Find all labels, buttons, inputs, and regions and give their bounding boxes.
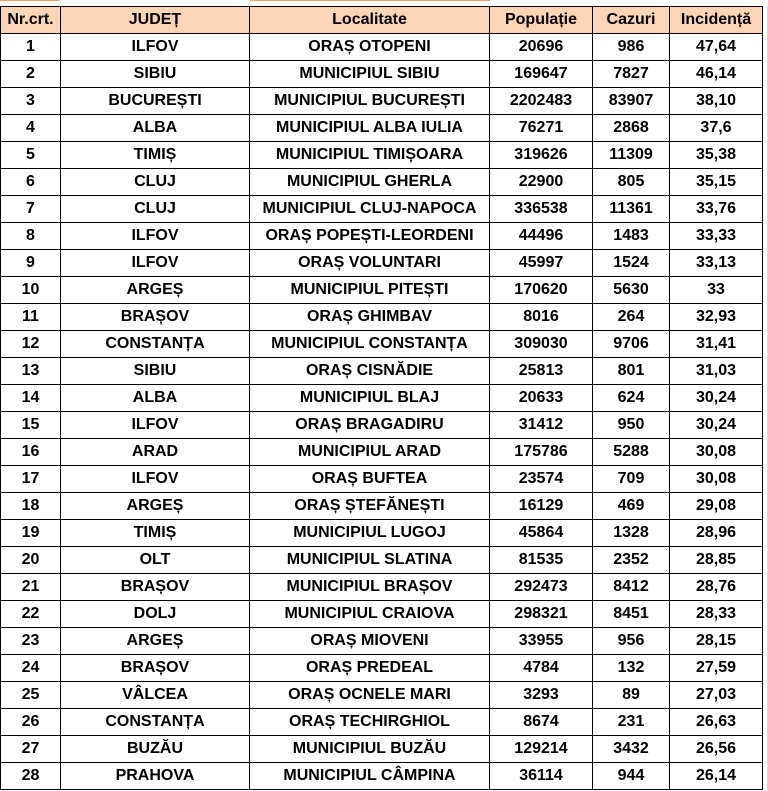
table-row — [1, 115, 763, 142]
table-row — [1, 88, 763, 115]
cell-incidenta[interactable]: 31,41 — [670, 331, 763, 358]
cell-populatie[interactable]: 31412 — [490, 412, 593, 439]
cell-incidenta[interactable]: 33,13 — [670, 250, 763, 277]
cell-incidenta[interactable]: 33,76 — [670, 196, 763, 223]
cell-incidenta[interactable]: 32,93 — [670, 304, 763, 331]
cell-cazuri[interactable]: 469 — [593, 493, 670, 520]
cell-populatie[interactable]: 129214 — [490, 736, 593, 763]
cell-nr-crt[interactable]: 1 — [1, 34, 61, 61]
cell-judet[interactable]: PRAHOVA — [61, 763, 250, 790]
cell-localitate[interactable]: MUNICIPIUL CÂMPINA — [250, 763, 490, 790]
cell-localitate[interactable]: MUNICIPIUL LUGOJ — [250, 520, 490, 547]
cell-populatie[interactable]: 36114 — [490, 763, 593, 790]
cell-populatie[interactable]: 33955 — [490, 628, 593, 655]
cell-nr-crt[interactable]: 13 — [1, 358, 61, 385]
cell-judet[interactable]: ALBA — [61, 385, 250, 412]
cell-incidenta[interactable]: 46,14 — [670, 61, 763, 88]
cell-localitate[interactable]: MUNICIPIUL GHERLA — [250, 169, 490, 196]
header-incidenta[interactable]: Incidență — [670, 7, 763, 34]
cell-judet[interactable]: ARGEȘ — [61, 493, 250, 520]
cell-incidenta[interactable]: 28,76 — [670, 574, 763, 601]
selection-marker — [250, 0, 490, 1]
cell-cazuri[interactable]: 624 — [593, 385, 670, 412]
cell-populatie[interactable]: 45864 — [490, 520, 593, 547]
table-row — [1, 655, 763, 682]
cell-localitate[interactable]: ORAȘ POPEȘTI-LEORDENI — [250, 223, 490, 250]
cell-localitate[interactable]: MUNICIPIUL BLAJ — [250, 385, 490, 412]
table-row — [1, 223, 763, 250]
cell-cazuri[interactable]: 231 — [593, 709, 670, 736]
cell-incidenta[interactable]: 30,24 — [670, 412, 763, 439]
table-row — [1, 439, 763, 466]
table-row — [1, 34, 763, 61]
header-judet[interactable]: JUDEȚ — [61, 7, 250, 34]
table-row — [1, 358, 763, 385]
cell-populatie[interactable]: 81535 — [490, 547, 593, 574]
cell-populatie[interactable]: 170620 — [490, 277, 593, 304]
cell-incidenta[interactable]: 28,96 — [670, 520, 763, 547]
cell-populatie[interactable]: 76271 — [490, 115, 593, 142]
cell-incidenta[interactable]: 33,33 — [670, 223, 763, 250]
cell-populatie[interactable]: 8016 — [490, 304, 593, 331]
cell-populatie[interactable]: 16129 — [490, 493, 593, 520]
cell-incidenta[interactable]: 37,6 — [670, 115, 763, 142]
cell-incidenta[interactable]: 38,10 — [670, 88, 763, 115]
cell-nr-crt[interactable]: 9 — [1, 250, 61, 277]
cell-judet[interactable]: ARGEȘ — [61, 277, 250, 304]
cell-localitate[interactable]: MUNICIPIUL ARAD — [250, 439, 490, 466]
cell-populatie[interactable]: 319626 — [490, 142, 593, 169]
cell-incidenta[interactable]: 27,03 — [670, 682, 763, 709]
cell-incidenta[interactable]: 30,08 — [670, 439, 763, 466]
cell-populatie[interactable]: 175786 — [490, 439, 593, 466]
incidence-table — [0, 6, 763, 790]
cell-incidenta[interactable]: 33 — [670, 277, 763, 304]
cell-cazuri[interactable]: 83907 — [593, 88, 670, 115]
cell-nr-crt[interactable]: 20 — [1, 547, 61, 574]
header-localitate[interactable]: Localitate — [250, 7, 490, 34]
cell-judet[interactable]: CLUJ — [61, 169, 250, 196]
cell-cazuri[interactable]: 11361 — [593, 196, 670, 223]
cell-cazuri[interactable]: 11309 — [593, 142, 670, 169]
cell-localitate[interactable]: MUNICIPIUL CRAIOVA — [250, 601, 490, 628]
cell-cazuri[interactable]: 2352 — [593, 547, 670, 574]
cell-populatie[interactable]: 20633 — [490, 385, 593, 412]
table-row — [1, 547, 763, 574]
cell-cazuri[interactable]: 7827 — [593, 61, 670, 88]
cell-incidenta[interactable]: 28,85 — [670, 547, 763, 574]
cell-localitate[interactable]: MUNICIPIUL CLUJ-NAPOCA — [250, 196, 490, 223]
cell-localitate[interactable]: MUNICIPIUL BUZĂU — [250, 736, 490, 763]
cell-incidenta[interactable]: 27,59 — [670, 655, 763, 682]
cell-populatie[interactable]: 292473 — [490, 574, 593, 601]
table-row — [1, 250, 763, 277]
cell-judet[interactable]: ARGEȘ — [61, 628, 250, 655]
cell-localitate[interactable]: ORAȘ PREDEAL — [250, 655, 490, 682]
cell-nr-crt[interactable]: 16 — [1, 439, 61, 466]
table-body — [1, 34, 763, 790]
cell-localitate[interactable]: ORAȘ GHIMBAV — [250, 304, 490, 331]
cell-cazuri[interactable]: 986 — [593, 34, 670, 61]
cell-populatie[interactable]: 336538 — [490, 196, 593, 223]
table-row — [1, 61, 763, 88]
cell-incidenta[interactable]: 35,15 — [670, 169, 763, 196]
cell-nr-crt[interactable]: 14 — [1, 385, 61, 412]
cell-judet[interactable]: BRAȘOV — [61, 574, 250, 601]
cell-cazuri[interactable]: 709 — [593, 466, 670, 493]
cell-incidenta[interactable]: 28,33 — [670, 601, 763, 628]
cell-incidenta[interactable]: 30,24 — [670, 385, 763, 412]
cell-cazuri[interactable]: 944 — [593, 763, 670, 790]
cell-nr-crt[interactable]: 11 — [1, 304, 61, 331]
cell-nr-crt[interactable]: 8 — [1, 223, 61, 250]
cell-cazuri[interactable]: 5630 — [593, 277, 670, 304]
cell-nr-crt[interactable]: 3 — [1, 88, 61, 115]
table-row — [1, 196, 763, 223]
cell-localitate[interactable]: ORAȘ ȘTEFĂNEȘTI — [250, 493, 490, 520]
cell-cazuri[interactable]: 1524 — [593, 250, 670, 277]
table-row — [1, 331, 763, 358]
cell-nr-crt[interactable]: 15 — [1, 412, 61, 439]
cell-incidenta[interactable]: 35,38 — [670, 142, 763, 169]
cell-localitate[interactable]: MUNICIPIUL TIMIȘOARA — [250, 142, 490, 169]
cell-judet[interactable]: CLUJ — [61, 196, 250, 223]
cell-localitate[interactable]: MUNICIPIUL BUCUREȘTI — [250, 88, 490, 115]
table-row — [1, 709, 763, 736]
cell-judet[interactable]: ILFOV — [61, 223, 250, 250]
header-row — [1, 7, 763, 34]
cell-nr-crt[interactable]: 10 — [1, 277, 61, 304]
cell-nr-crt[interactable]: 21 — [1, 574, 61, 601]
cell-judet[interactable]: ILFOV — [61, 412, 250, 439]
cell-judet[interactable]: SIBIU — [61, 358, 250, 385]
header-populatie[interactable]: Populație — [490, 7, 593, 34]
cell-localitate[interactable]: ORAȘ MIOVENI — [250, 628, 490, 655]
table-row — [1, 574, 763, 601]
cell-populatie[interactable]: 4784 — [490, 655, 593, 682]
table-row — [1, 736, 763, 763]
cell-judet[interactable]: CONSTANȚA — [61, 709, 250, 736]
cell-nr-crt[interactable]: 12 — [1, 331, 61, 358]
table-row — [1, 763, 763, 790]
cell-nr-crt[interactable]: 6 — [1, 169, 61, 196]
cell-cazuri[interactable]: 5288 — [593, 439, 670, 466]
table-row — [1, 520, 763, 547]
table-row — [1, 412, 763, 439]
cell-judet[interactable]: CONSTANȚA — [61, 331, 250, 358]
table-row — [1, 628, 763, 655]
cell-cazuri[interactable]: 1328 — [593, 520, 670, 547]
table-row — [1, 601, 763, 628]
cell-localitate[interactable]: MUNICIPIUL PITEȘTI — [250, 277, 490, 304]
cell-judet[interactable]: ARAD — [61, 439, 250, 466]
cell-localitate[interactable]: MUNICIPIUL SLATINA — [250, 547, 490, 574]
cell-judet[interactable]: OLT — [61, 547, 250, 574]
cell-populatie[interactable]: 169647 — [490, 61, 593, 88]
cell-localitate[interactable]: MUNICIPIUL SIBIU — [250, 61, 490, 88]
cell-nr-crt[interactable]: 17 — [1, 466, 61, 493]
table-row — [1, 385, 763, 412]
table-row — [1, 169, 763, 196]
cell-localitate[interactable]: ORAȘ BUFTEA — [250, 466, 490, 493]
cell-nr-crt[interactable]: 24 — [1, 655, 61, 682]
cell-localitate[interactable]: ORAȘ VOLUNTARI — [250, 250, 490, 277]
cell-cazuri[interactable]: 956 — [593, 628, 670, 655]
cell-cazuri[interactable]: 1483 — [593, 223, 670, 250]
cell-localitate[interactable]: ORAȘ BRAGADIRU — [250, 412, 490, 439]
cell-populatie[interactable]: 44496 — [490, 223, 593, 250]
cell-cazuri[interactable]: 89 — [593, 682, 670, 709]
cell-cazuri[interactable]: 2868 — [593, 115, 670, 142]
cell-populatie[interactable]: 298321 — [490, 601, 593, 628]
cell-judet[interactable]: ILFOV — [61, 34, 250, 61]
table-row — [1, 466, 763, 493]
cell-judet[interactable]: BUZĂU — [61, 736, 250, 763]
cell-judet[interactable]: ILFOV — [61, 466, 250, 493]
table-row — [1, 277, 763, 304]
header-cazuri[interactable]: Cazuri — [593, 7, 670, 34]
cell-populatie[interactable]: 25813 — [490, 358, 593, 385]
cell-incidenta[interactable]: 47,64 — [670, 34, 763, 61]
cell-localitate[interactable]: ORAȘ CISNĂDIE — [250, 358, 490, 385]
cell-nr-crt[interactable]: 7 — [1, 196, 61, 223]
table-row — [1, 493, 763, 520]
cell-localitate[interactable]: ORAȘ TECHIRGHIOL — [250, 709, 490, 736]
cell-cazuri[interactable]: 805 — [593, 169, 670, 196]
cell-localitate[interactable]: ORAȘ OTOPENI — [250, 34, 490, 61]
cell-localitate[interactable]: ORAȘ OCNELE MARI — [250, 682, 490, 709]
cell-incidenta[interactable]: 26,56 — [670, 736, 763, 763]
cell-judet[interactable]: VÂLCEA — [61, 682, 250, 709]
cell-nr-crt[interactable]: 28 — [1, 763, 61, 790]
header-nr-crt[interactable]: Nr.crt. — [1, 7, 61, 34]
cell-judet[interactable]: TIMIȘ — [61, 520, 250, 547]
cell-incidenta[interactable]: 26,63 — [670, 709, 763, 736]
cell-judet[interactable]: BRAȘOV — [61, 655, 250, 682]
cell-localitate[interactable]: MUNICIPIUL ALBA IULIA — [250, 115, 490, 142]
cell-localitate[interactable]: MUNICIPIUL CONSTANȚA — [250, 331, 490, 358]
cell-judet[interactable]: BRAȘOV — [61, 304, 250, 331]
cell-populatie[interactable]: 309030 — [490, 331, 593, 358]
cell-incidenta[interactable]: 26,14 — [670, 763, 763, 790]
cell-cazuri[interactable]: 8451 — [593, 601, 670, 628]
cell-cazuri[interactable]: 132 — [593, 655, 670, 682]
cell-incidenta[interactable]: 30,08 — [670, 466, 763, 493]
cell-cazuri[interactable]: 8412 — [593, 574, 670, 601]
cell-nr-crt[interactable]: 19 — [1, 520, 61, 547]
selection-marker — [0, 0, 60, 1]
cell-nr-crt[interactable]: 2 — [1, 61, 61, 88]
cell-incidenta[interactable]: 28,15 — [670, 628, 763, 655]
cell-nr-crt[interactable]: 5 — [1, 142, 61, 169]
cell-nr-crt[interactable]: 23 — [1, 628, 61, 655]
table-row — [1, 142, 763, 169]
cell-nr-crt[interactable]: 18 — [1, 493, 61, 520]
cell-cazuri[interactable]: 9706 — [593, 331, 670, 358]
cell-judet[interactable]: ALBA — [61, 115, 250, 142]
cell-nr-crt[interactable]: 25 — [1, 682, 61, 709]
cell-nr-crt[interactable]: 4 — [1, 115, 61, 142]
cell-cazuri[interactable]: 801 — [593, 358, 670, 385]
cell-populatie[interactable]: 23574 — [490, 466, 593, 493]
cell-judet[interactable]: ILFOV — [61, 250, 250, 277]
cell-judet[interactable]: DOLJ — [61, 601, 250, 628]
cell-judet[interactable]: SIBIU — [61, 61, 250, 88]
table-row — [1, 682, 763, 709]
cell-populatie[interactable]: 45997 — [490, 250, 593, 277]
cell-cazuri[interactable]: 3432 — [593, 736, 670, 763]
cell-nr-crt[interactable]: 26 — [1, 709, 61, 736]
cell-nr-crt[interactable]: 22 — [1, 601, 61, 628]
cell-cazuri[interactable]: 264 — [593, 304, 670, 331]
cell-populatie[interactable]: 2202483 — [490, 88, 593, 115]
cell-incidenta[interactable]: 29,08 — [670, 493, 763, 520]
cell-judet[interactable]: TIMIȘ — [61, 142, 250, 169]
cell-populatie[interactable]: 20696 — [490, 34, 593, 61]
cell-populatie[interactable]: 8674 — [490, 709, 593, 736]
cell-nr-crt[interactable]: 27 — [1, 736, 61, 763]
cell-populatie[interactable]: 22900 — [490, 169, 593, 196]
cell-judet[interactable]: BUCUREȘTI — [61, 88, 250, 115]
table-row — [1, 304, 763, 331]
cell-populatie[interactable]: 3293 — [490, 682, 593, 709]
cell-cazuri[interactable]: 950 — [593, 412, 670, 439]
cell-incidenta[interactable]: 31,03 — [670, 358, 763, 385]
cell-localitate[interactable]: MUNICIPIUL BRAȘOV — [250, 574, 490, 601]
